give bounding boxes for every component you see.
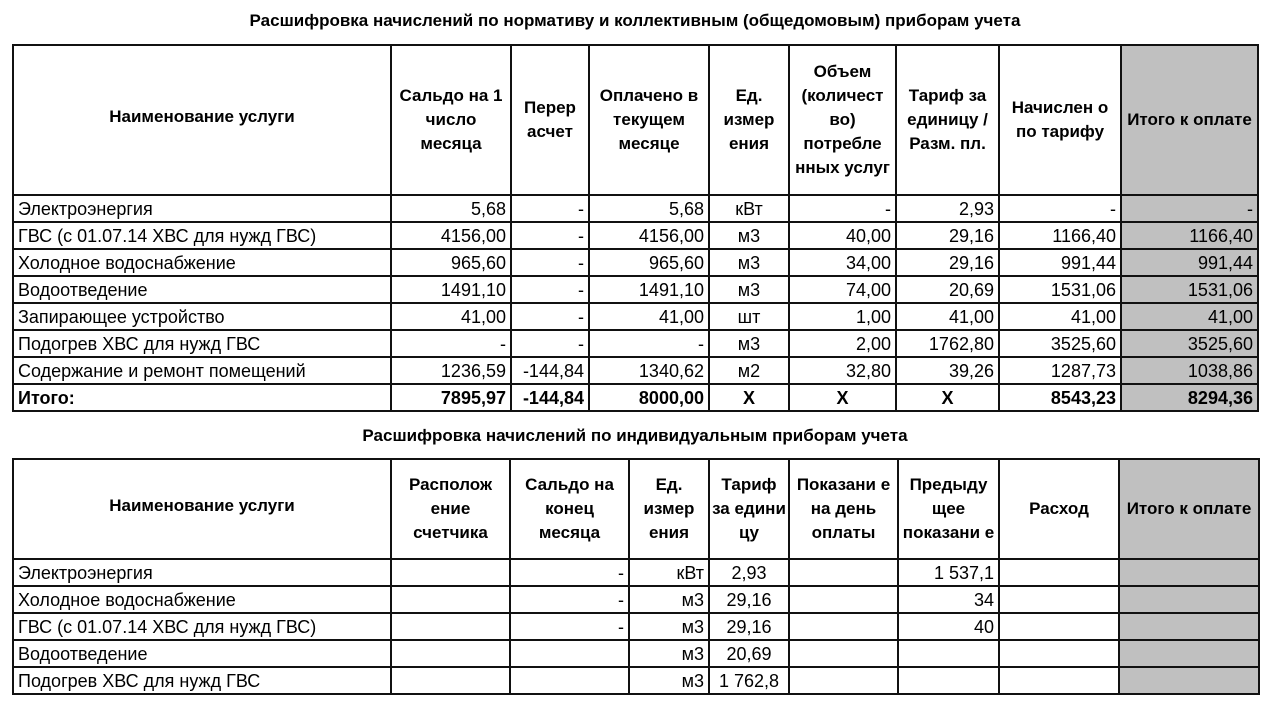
table-cell: 2,00 [789,330,896,357]
table-cell: 20,69 [709,640,789,667]
service-name-cell: Запирающее устройство [13,303,391,330]
table-cell: м3 [709,222,789,249]
table-row [13,276,1258,303]
table-cell: - [511,195,589,222]
service-name-cell: ГВС (с 01.07.14 ХВС для нужд ГВС) [13,222,391,249]
service-name-cell: Водоотведение [13,276,391,303]
column-header: Тариф за едини цу [709,459,789,559]
total-row [13,384,1258,411]
table-row [13,613,1259,640]
service-name-cell: Электроэнергия [13,559,391,586]
table-cell: 8543,23 [999,384,1121,411]
column-header: Итого к оплате [1119,459,1259,559]
service-name-cell: Электроэнергия [13,195,391,222]
table-cell: 41,00 [589,303,709,330]
table2-title: Расшифровка начислений по индивидуальным приборам учета [362,426,908,445]
table-row [13,195,1258,222]
table-cell: -144,84 [511,357,589,384]
table-cell [391,667,510,694]
service-name-cell: Подогрев ХВС для нужд ГВС [13,667,391,694]
table-cell [510,640,629,667]
table-cell [391,586,510,613]
table-cell [1119,586,1259,613]
service-name-cell: Итого: [13,384,391,411]
table-cell: - [511,276,589,303]
table-cell [391,613,510,640]
table-cell: 965,60 [589,249,709,276]
table-cell: 5,68 [589,195,709,222]
column-header: Перер асчет [511,45,589,195]
table-cell: 1 537,1 [898,559,999,586]
table-cell: 1491,10 [391,276,511,303]
table-row [13,222,1258,249]
table-row [13,640,1259,667]
table-cell: 2,93 [709,559,789,586]
table1-title: Расшифровка начислений по нормативу и коллективным (общедомовым) приборам учета [249,11,1021,30]
table-cell: -144,84 [511,384,589,411]
table-cell [999,640,1119,667]
table-cell: м3 [709,249,789,276]
table-cell: 41,00 [391,303,511,330]
table-cell [510,667,629,694]
table-cell: кВт [709,195,789,222]
column-header: Наименование услуги [13,459,391,559]
table-cell: 29,16 [709,613,789,640]
table-cell: X [709,384,789,411]
table-cell: 40,00 [789,222,896,249]
table-cell: 1491,10 [589,276,709,303]
table-cell: м3 [629,613,709,640]
table-cell: - [999,195,1121,222]
table-cell: - [589,330,709,357]
table-cell [789,640,898,667]
table-cell: 965,60 [391,249,511,276]
table-cell [391,559,510,586]
table-cell: 1166,40 [1121,222,1258,249]
table-cell [391,640,510,667]
table-cell: м3 [629,640,709,667]
column-header: Показани е на день оплаты [789,459,898,559]
table-cell: 1340,62 [589,357,709,384]
table-cell [1119,667,1259,694]
table-cell [1119,640,1259,667]
table-cell: м3 [629,667,709,694]
table-cell: шт [709,303,789,330]
table-row [13,667,1259,694]
table-cell: - [511,222,589,249]
table-cell: 7895,97 [391,384,511,411]
column-header: Сальдо на конец месяца [510,459,629,559]
table-cell: 1 762,8 [709,667,789,694]
column-header: Располож ение счетчика [391,459,510,559]
table-cell: 1038,86 [1121,357,1258,384]
column-header: Объем (количест во) потребле нных услуг [789,45,896,195]
table-cell: - [511,330,589,357]
column-header: Предыду щее показани е [898,459,999,559]
table-cell: 29,16 [896,222,999,249]
column-header: Ед. измер ения [629,459,709,559]
table-cell: 41,00 [999,303,1121,330]
table-cell: - [511,303,589,330]
table-cell: 8294,36 [1121,384,1258,411]
table-cell: 41,00 [1121,303,1258,330]
table-cell [898,640,999,667]
column-header: Итого к оплате [1121,45,1258,195]
table-cell [789,586,898,613]
table-cell: X [896,384,999,411]
table-cell: 4156,00 [589,222,709,249]
individual-meter-charges-table [12,458,1260,695]
table-cell: 1,00 [789,303,896,330]
service-name-cell: Холодное водоснабжение [13,586,391,613]
service-name-cell: ГВС (с 01.07.14 ХВС для нужд ГВС) [13,613,391,640]
table-cell: - [789,195,896,222]
table-cell: 1531,06 [1121,276,1258,303]
table-cell: м3 [709,276,789,303]
column-header: Наименование услуги [13,45,391,195]
table-cell [999,613,1119,640]
column-header: Ед. измер ения [709,45,789,195]
table-cell: - [510,613,629,640]
table-cell: - [511,249,589,276]
table-cell: X [789,384,896,411]
table-cell: 1166,40 [999,222,1121,249]
table-header-row [13,459,1259,559]
table-cell: 29,16 [896,249,999,276]
table-cell: - [391,330,511,357]
column-header: Оплачено в текущем месяце [589,45,709,195]
normative-charges-table [12,44,1259,412]
table-row [13,330,1258,357]
service-name-cell: Подогрев ХВС для нужд ГВС [13,330,391,357]
table-row [13,559,1259,586]
table-cell: 991,44 [999,249,1121,276]
table-cell: 4156,00 [391,222,511,249]
table-cell: 32,80 [789,357,896,384]
table-cell: - [1121,195,1258,222]
table-cell: 29,16 [709,586,789,613]
table-cell: 34 [898,586,999,613]
table-cell: 34,00 [789,249,896,276]
table-cell [999,667,1119,694]
column-header: Тариф за единицу / Разм. пл. [896,45,999,195]
table-cell: 74,00 [789,276,896,303]
table-header-row [13,45,1258,195]
table-cell [1119,559,1259,586]
column-header: Сальдо на 1 число месяца [391,45,511,195]
table-cell: 20,69 [896,276,999,303]
table-cell: 39,26 [896,357,999,384]
table-cell: 5,68 [391,195,511,222]
service-name-cell: Водоотведение [13,640,391,667]
service-name-cell: Холодное водоснабжение [13,249,391,276]
table-cell: - [510,586,629,613]
table-cell [789,559,898,586]
table-cell [1119,613,1259,640]
table-cell: 41,00 [896,303,999,330]
table-row [13,249,1258,276]
table-cell: 3525,60 [999,330,1121,357]
table-cell [789,667,898,694]
table-cell [999,586,1119,613]
table-cell: м3 [709,330,789,357]
table-cell: кВт [629,559,709,586]
table-cell: 1236,59 [391,357,511,384]
table-cell: 2,93 [896,195,999,222]
table-row [13,357,1258,384]
table-cell: 1762,80 [896,330,999,357]
table-cell: м2 [709,357,789,384]
table-cell: 40 [898,613,999,640]
table-cell: 3525,60 [1121,330,1258,357]
table-cell: 1531,06 [999,276,1121,303]
column-header: Начислен о по тарифу [999,45,1121,195]
table-cell: 8000,00 [589,384,709,411]
table-row [13,586,1259,613]
table-cell [999,559,1119,586]
table-row [13,303,1258,330]
service-name-cell: Содержание и ремонт помещений [13,357,391,384]
table-cell: - [510,559,629,586]
table-cell [898,667,999,694]
table-cell: 1287,73 [999,357,1121,384]
table-cell: 991,44 [1121,249,1258,276]
table-cell: м3 [629,586,709,613]
column-header: Расход [999,459,1119,559]
table-cell [789,613,898,640]
